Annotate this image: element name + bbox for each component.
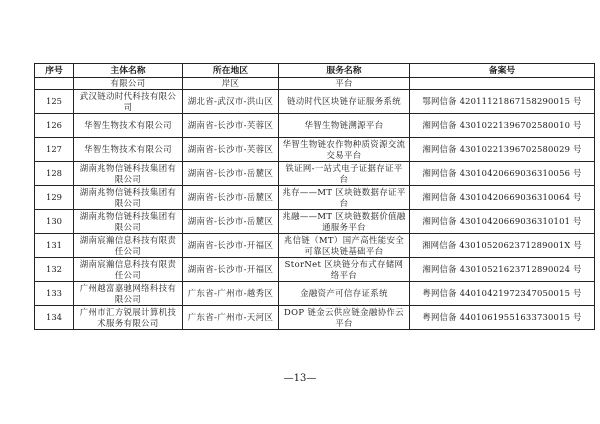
table-row — [35, 282, 595, 306]
cell-serial-number: 126 — [35, 114, 74, 138]
cell-record-number: 湘网信备 4301052062371289001X 号 — [410, 234, 595, 258]
table-body — [35, 78, 595, 330]
table-row — [35, 210, 595, 234]
cell-subject-name: 湖南宸瀚信息科技有限责任公司 — [74, 258, 183, 282]
cell-service-name: 兆存——MT 区块链数据存证平台 — [279, 186, 410, 210]
cell-region: 湖南省-长沙市-芙蓉区 — [183, 138, 279, 162]
continuation-subject-cell: 有限公司 — [74, 78, 183, 90]
cell-record-number: 粤网信备 44010619551633730015 号 — [410, 306, 595, 330]
cell-serial-number: 132 — [35, 258, 74, 282]
cell-serial-number: 129 — [35, 186, 74, 210]
cell-subject-name: 华智生物技术有限公司 — [74, 114, 183, 138]
cell-record-number: 湘网信备 43010420669036310101 号 — [410, 210, 595, 234]
cell-subject-name: 湖南宸瀚信息科技有限责任公司 — [74, 234, 183, 258]
cell-record-number: 湘网信备 43010420669036310064 号 — [410, 186, 595, 210]
table-row — [35, 90, 595, 114]
table-row — [35, 162, 595, 186]
cell-service-name: 华智生物链农作物种质资源交流交易平台 — [279, 138, 410, 162]
cell-serial-number: 133 — [35, 282, 74, 306]
cell-service-name: 华智生物链溯源平台 — [279, 114, 410, 138]
continuation-serial-cell — [35, 78, 74, 90]
table-row — [35, 234, 595, 258]
cell-record-number: 湘网信备 43010221396702580029 号 — [410, 138, 595, 162]
cell-record-number: 鄂网信备 42011121867158290015 号 — [410, 90, 595, 114]
cell-record-number: 粤网信备 44010421972347050015 号 — [410, 282, 595, 306]
header-record-number: 备案号 — [410, 64, 595, 78]
cell-region: 湖南省-长沙市-开福区 — [183, 258, 279, 282]
page-number: —13— — [283, 373, 317, 384]
table-row — [35, 306, 595, 330]
continuation-region-cell: 岸区 — [183, 78, 279, 90]
header-subject-name: 主体名称 — [74, 64, 183, 78]
table-header-row — [35, 64, 595, 78]
cell-service-name: StorNet 区块链分布式存储网络平台 — [279, 258, 410, 282]
header-service-name: 服务名称 — [279, 64, 410, 78]
cell-subject-name: 武汉链动时代科技有限公司 — [74, 90, 183, 114]
cell-region: 湖南省-长沙市-岳麓区 — [183, 162, 279, 186]
continuation-record-cell — [410, 78, 595, 90]
continuation-row — [35, 78, 595, 90]
cell-service-name: 链动时代区块链存证服务系统 — [279, 90, 410, 114]
cell-serial-number: 128 — [35, 162, 74, 186]
continuation-service-cell: 平台 — [279, 78, 410, 90]
cell-region: 广东省-广州市-天河区 — [183, 306, 279, 330]
cell-subject-name: 湖南兆物信链科技集团有限公司 — [74, 210, 183, 234]
cell-service-name: 兆信链（MT）国产高性能安全可靠区块链基础平台 — [279, 234, 410, 258]
cell-serial-number: 127 — [35, 138, 74, 162]
cell-serial-number: 131 — [35, 234, 74, 258]
cell-region: 湖北省-武汉市-洪山区 — [183, 90, 279, 114]
cell-subject-name: 广州越富嘉驰网络科技有限公司 — [74, 282, 183, 306]
cell-service-name: DOP 链金云供应链金融协作云平台 — [279, 306, 410, 330]
cell-record-number: 湘网信备 43010221396702580010 号 — [410, 114, 595, 138]
blockchain-registry-table — [34, 63, 595, 330]
cell-serial-number: 125 — [35, 90, 74, 114]
cell-subject-name: 广州市汇方锐展计算机技术服务有限公司 — [74, 306, 183, 330]
cell-region: 湖南省-长沙市-芙蓉区 — [183, 114, 279, 138]
cell-service-name: 金融资产可信存证系统 — [279, 282, 410, 306]
cell-service-name: 铁证网-一站式电子证据存证平台 — [279, 162, 410, 186]
cell-subject-name: 湖南兆物信链科技集团有限公司 — [74, 186, 183, 210]
header-region: 所在地区 — [183, 64, 279, 78]
cell-region: 湖南省-长沙市-开福区 — [183, 234, 279, 258]
header-serial-number: 序号 — [35, 64, 74, 78]
cell-serial-number: 130 — [35, 210, 74, 234]
cell-region: 湖南省-长沙市-岳麓区 — [183, 210, 279, 234]
cell-subject-name: 华智生物技术有限公司 — [74, 138, 183, 162]
table-row — [35, 258, 595, 282]
cell-record-number: 湘网信备 43010521623712890024 号 — [410, 258, 595, 282]
cell-record-number: 湘网信备 43010420669036310056 号 — [410, 162, 595, 186]
cell-subject-name: 湖南兆物信链科技集团有限公司 — [74, 162, 183, 186]
table-row — [35, 138, 595, 162]
table-row — [35, 114, 595, 138]
cell-serial-number: 134 — [35, 306, 74, 330]
cell-service-name: 兆融——MT 区块链数据价值融通服务平台 — [279, 210, 410, 234]
record-table-sheet — [34, 63, 582, 330]
cell-region: 广东省-广州市-越秀区 — [183, 282, 279, 306]
table-row — [35, 186, 595, 210]
cell-region: 湖南省-长沙市-岳麓区 — [183, 186, 279, 210]
